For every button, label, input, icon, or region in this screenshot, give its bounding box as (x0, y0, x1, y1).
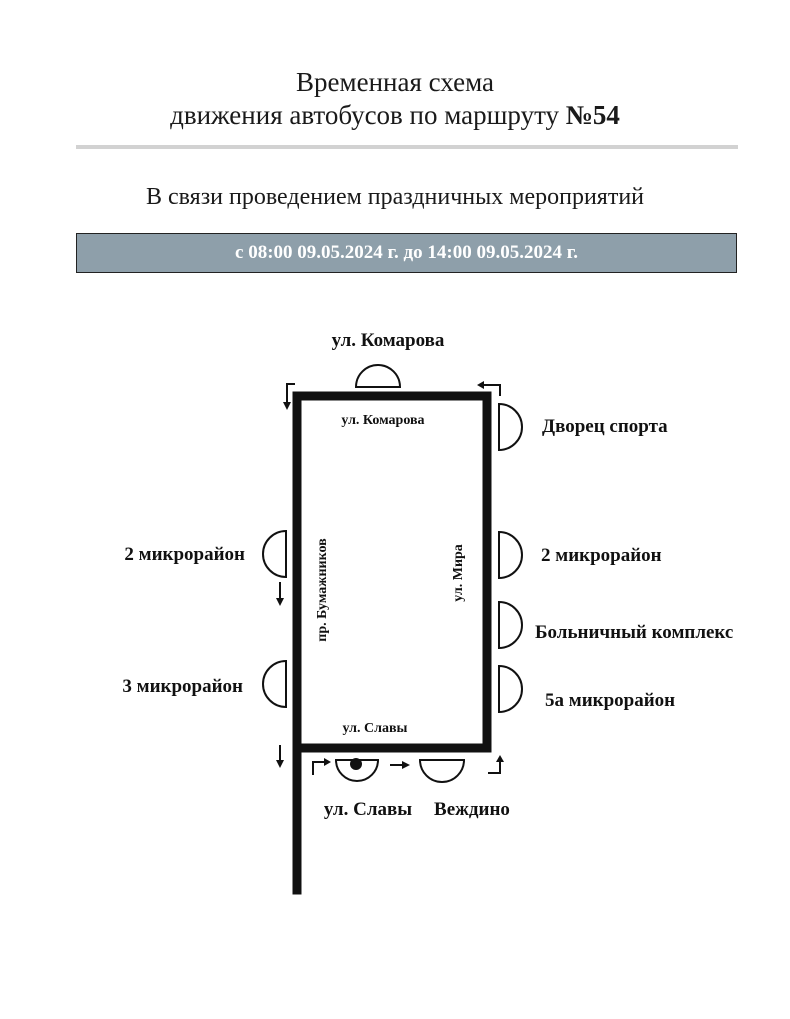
stop-icon-mkr3 (263, 661, 286, 707)
arrowhead-between-stops-icon (402, 761, 410, 769)
notice-reason: В связи проведением праздничных мероприятий (145, 184, 645, 210)
title-line-2-prefix: движения автобусов по маршруту (170, 100, 566, 130)
stop-icon-mkr2-west (263, 531, 286, 577)
arrowhead-down-left-1-icon (276, 598, 284, 606)
arrow-heads (276, 381, 504, 769)
stop-label-mkr2-west: 2 микрорайон (124, 544, 245, 565)
direction-arrows (280, 384, 500, 775)
arrowhead-bottom-left-icon (324, 758, 331, 766)
stop-icon-bolnichny (499, 602, 522, 648)
street-label-bumazhnikov: пр. Бумажников (315, 538, 330, 642)
stop-label-bolnichny: Больничный комплекс (535, 622, 734, 643)
stop-icon-mkr5a (499, 666, 522, 712)
arrowhead-down-left-2-icon (276, 760, 284, 768)
street-label-slavy: ул. Славы (342, 721, 408, 736)
route-number: №54 (565, 100, 620, 130)
stop-label-komarova: ул. Комарова (331, 330, 445, 351)
stop-label-mkr3: 3 микрорайон (122, 676, 243, 697)
arrowhead-bottom-right-icon (496, 755, 504, 762)
stop-icon-mkr2-east (499, 532, 522, 578)
title-line-1: Временная схема (296, 67, 494, 97)
notice-period: с 08:00 09.05.2024 г. до 14:00 09.05.2024 г. (76, 233, 737, 273)
current-stop-dot-icon (350, 758, 362, 770)
stop-label-mkr2-east: 2 микрорайон (541, 545, 662, 566)
arrowhead-top-right-icon (477, 381, 484, 389)
street-label-mira: ул. Мира (451, 544, 466, 602)
arrowhead-top-left-icon (283, 402, 291, 410)
street-label-komarova: ул. Комарова (341, 413, 425, 428)
stop-icon-komarova (356, 365, 400, 387)
stop-label-vezhdino: Веждино (434, 799, 510, 820)
stop-icon-vezhdino (420, 760, 464, 782)
stop-icon-dvorets-sporta (499, 404, 522, 450)
stop-label-slavy: ул. Славы (323, 799, 413, 820)
stop-label-dvorets-sporta: Дворец спорта (542, 416, 668, 437)
stop-label-mkr5a: 5а микрорайон (545, 690, 676, 711)
